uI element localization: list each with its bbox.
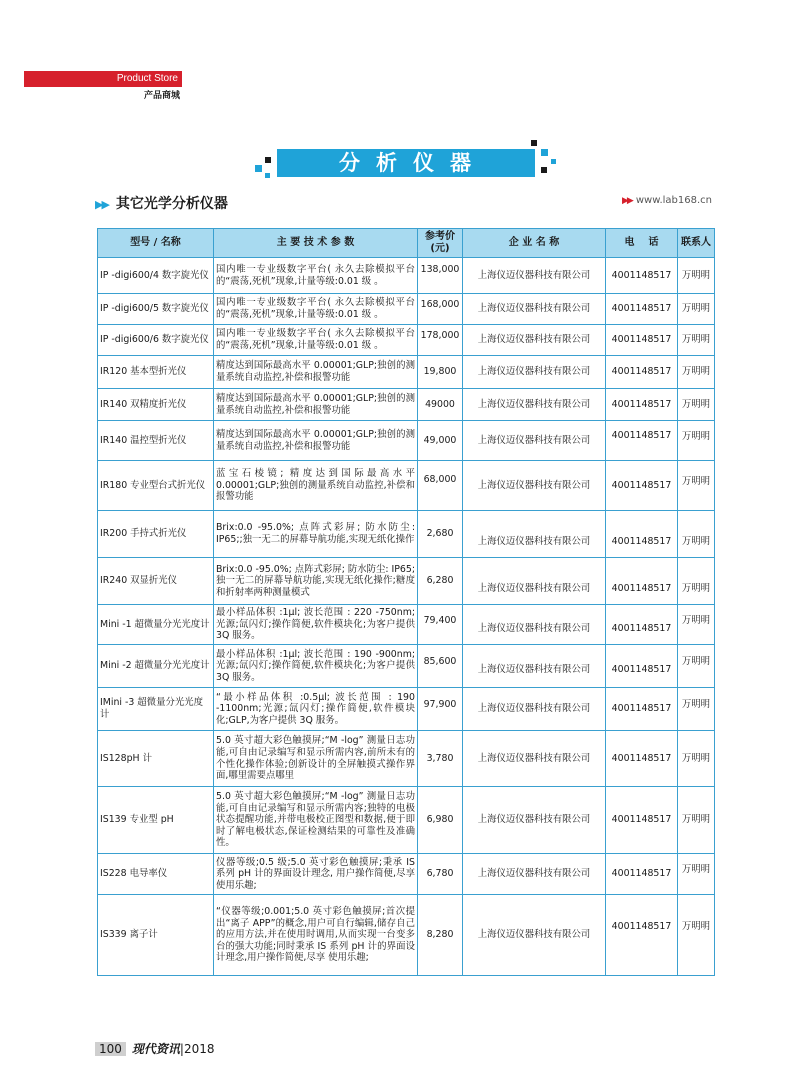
price-value: 79,400 bbox=[423, 614, 457, 626]
product-table bbox=[97, 228, 715, 976]
cell-phone bbox=[606, 645, 678, 688]
table-row bbox=[98, 461, 715, 511]
cell-spec: “最小样品体积 :0.5μl; 波长范围 : 190 -1100nm;光源;氙闪灯;操作简便,软件模块化;GLP,为客户提供 3Q 服务。 bbox=[214, 688, 418, 731]
col-header-spec: 主 要 技 术 参 数 bbox=[214, 229, 418, 258]
cell-model: IR120 基本型折光仪 bbox=[98, 356, 214, 389]
cell-contact: 万明明 bbox=[678, 787, 715, 854]
cell-model: IS228 电导率仪 bbox=[98, 854, 214, 895]
cell-price bbox=[418, 294, 463, 325]
cell-contact bbox=[678, 688, 715, 731]
cell-phone: 4001148517 bbox=[606, 325, 678, 356]
cell-spec: 国内唯一专业级数字平台( 永久去除模拟平台的“震荡,死机”现象,计量等级:0.01 级 。 bbox=[214, 294, 418, 325]
banner-decor-square bbox=[265, 157, 271, 163]
cell-company: 上海仪迈仪器科技有限公司 bbox=[463, 356, 606, 389]
col-header-contact: 联系人 bbox=[678, 229, 715, 258]
cell-price bbox=[418, 605, 463, 645]
cell-phone: 4001148517 bbox=[606, 854, 678, 895]
cell-spec: “仪器等级;0.001;5.0 英寸彩色触摸屏;首次提出“离子 APP”的概念,用户可自行编辑,储存自己的应用方法,并在使用时调用,从而实现一台变多台的强大功能;同时秉承 IS 系列 pH 计的界面设计理念,用户操作简便,尽享 使用乐趣; bbox=[214, 895, 418, 976]
table-row bbox=[98, 605, 715, 645]
contact-value: 万明明 bbox=[681, 583, 711, 595]
cell-phone: 4001148517 bbox=[606, 356, 678, 389]
cell-phone bbox=[606, 895, 678, 976]
table-row bbox=[98, 688, 715, 731]
cell-phone bbox=[606, 605, 678, 645]
cell-spec: 最小样品体积 :1μl; 波长范围 : 190 -900nm;光源;氙闪灯;操作简便,软件模块化;为客户提供 3Q 服务。 bbox=[214, 645, 418, 688]
banner-decor-square bbox=[265, 173, 270, 178]
phone-value: 4001148517 bbox=[611, 430, 672, 442]
price-value: 97,900 bbox=[423, 699, 457, 711]
price-value: 68,000 bbox=[423, 473, 457, 485]
cell-phone: 4001148517 bbox=[606, 294, 678, 325]
table-row bbox=[98, 258, 715, 294]
cell-phone: 4001148517 bbox=[606, 787, 678, 854]
cell-phone bbox=[606, 558, 678, 605]
cell-company: 上海仪迈仪器科技有限公司 bbox=[463, 461, 606, 511]
cell-price: 2,680 bbox=[418, 511, 463, 558]
double-arrow-icon: ▶▶ bbox=[95, 198, 108, 211]
cell-price bbox=[418, 325, 463, 356]
cell-model: IMini -3 超微量分光光度计 bbox=[98, 688, 214, 731]
table-row bbox=[98, 731, 715, 787]
contact-value: 万明明 bbox=[681, 536, 711, 548]
phone-value: 4001148517 bbox=[611, 664, 672, 676]
cell-company: 上海仪迈仪器科技有限公司 bbox=[463, 854, 606, 895]
cell-company: 上海仪迈仪器科技有限公司 bbox=[463, 421, 606, 461]
col-header-model: 型号 / 名称 bbox=[98, 229, 214, 258]
table-row bbox=[98, 325, 715, 356]
cell-contact bbox=[678, 854, 715, 895]
page-number: 100 bbox=[95, 1042, 126, 1056]
cell-phone bbox=[606, 511, 678, 558]
cell-spec: 精度达到国际最高水平 0.00001;GLP;独创的测量系统自动监控,补偿和报警功能 bbox=[214, 421, 418, 461]
cell-price: 19,800 bbox=[418, 356, 463, 389]
cell-price bbox=[418, 645, 463, 688]
cell-contact bbox=[678, 558, 715, 605]
cell-contact: 万明明 bbox=[678, 325, 715, 356]
contact-value: 万明明 bbox=[681, 475, 711, 487]
cell-company bbox=[463, 558, 606, 605]
company-value: 上海仪迈仪器科技有限公司 bbox=[477, 622, 591, 634]
price-value: 138,000 bbox=[420, 263, 460, 275]
company-value: 上海仪迈仪器科技有限公司 bbox=[477, 664, 591, 676]
cell-spec: 国内唯一专业级数字平台( 永久去除模拟平台的“震荡,死机”现象,计量等级:0.01 级 。 bbox=[214, 325, 418, 356]
section-heading bbox=[95, 193, 228, 213]
cell-spec: 精度达到国际最高水平 0.00001;GLP;独创的测量系统自动监控,补偿和报警功能 bbox=[214, 356, 418, 389]
cell-company: 上海仪迈仪器科技有限公司 bbox=[463, 895, 606, 976]
cell-contact bbox=[678, 645, 715, 688]
col-header-phone: 电 话 bbox=[606, 229, 678, 258]
table-row bbox=[98, 895, 715, 976]
cell-phone: 4001148517 bbox=[606, 461, 678, 511]
price-value: 178,000 bbox=[420, 330, 460, 342]
cell-price: 49,000 bbox=[418, 421, 463, 461]
cell-spec: 5.0 英寸超大彩色触摸屏;“M -log” 测量日志功能,可自由记录编写和显示所需内容;独特的电极状态提醒功能,并带电极校正图型和数据,便于即时了解电极状态,保证检测结果的可靠性及准确性。 bbox=[214, 787, 418, 854]
phone-value: 4001148517 bbox=[611, 622, 672, 634]
cell-contact: 万明明 bbox=[678, 294, 715, 325]
product-store-tag: Product Store bbox=[24, 71, 182, 87]
contact-value: 万明明 bbox=[681, 656, 711, 668]
cell-model: IR200 手持式折光仪 bbox=[98, 511, 214, 558]
phone-value: 4001148517 bbox=[611, 921, 672, 933]
cell-spec: 最小样品体积 :1μl; 波长范围 : 220 -750nm;光源;氙闪灯;操作简便,软件模块化;为客户提供 3Q 服务。 bbox=[214, 605, 418, 645]
table-row bbox=[98, 389, 715, 421]
contact-value: 万明明 bbox=[681, 921, 711, 933]
price-value: 85,600 bbox=[423, 656, 457, 668]
cell-company: 上海仪迈仪器科技有限公司 bbox=[463, 688, 606, 731]
cell-contact: 万明明 bbox=[678, 258, 715, 294]
contact-value: 万明明 bbox=[681, 430, 711, 442]
contact-value: 万明明 bbox=[681, 864, 711, 876]
cell-model: IP -digi600/4 数字旋光仪 bbox=[98, 258, 214, 294]
cell-price: 6,980 bbox=[418, 787, 463, 854]
cell-phone: 4001148517 bbox=[606, 389, 678, 421]
phone-value: 4001148517 bbox=[611, 583, 672, 595]
banner-decor-square bbox=[255, 165, 262, 172]
cell-spec: 国内唯一专业级数字平台( 永久去除模拟平台的“震荡,死机”现象,计量等级:0.01 级 。 bbox=[214, 258, 418, 294]
cell-model: IR140 温控型折光仪 bbox=[98, 421, 214, 461]
cell-phone: 4001148517 bbox=[606, 731, 678, 787]
cell-model: IR140 双精度折光仪 bbox=[98, 389, 214, 421]
table-header-row bbox=[98, 229, 715, 258]
cell-company bbox=[463, 645, 606, 688]
cell-price: 8,280 bbox=[418, 895, 463, 976]
cell-model: IP -digi600/6 数字旋光仪 bbox=[98, 325, 214, 356]
cell-company: 上海仪迈仪器科技有限公司 bbox=[463, 731, 606, 787]
cell-price bbox=[418, 688, 463, 731]
company-value: 上海仪迈仪器科技有限公司 bbox=[477, 583, 591, 595]
cell-phone bbox=[606, 421, 678, 461]
cell-model: IP -digi600/5 数字旋光仪 bbox=[98, 294, 214, 325]
table-row bbox=[98, 421, 715, 461]
cell-model: Mini -1 超微量分光光度计 bbox=[98, 605, 214, 645]
category-banner bbox=[255, 139, 560, 185]
footer-divider: | bbox=[179, 1042, 184, 1056]
magazine-name: 现代资讯 bbox=[131, 1042, 180, 1056]
cell-contact: 万明明 bbox=[678, 731, 715, 787]
section-title: 其它光学分析仪器 bbox=[115, 196, 228, 212]
website-label bbox=[622, 195, 712, 206]
company-value: 上海仪迈仪器科技有限公司 bbox=[477, 536, 591, 548]
banner-decor-square bbox=[531, 140, 537, 146]
website-url: www.lab168.cn bbox=[635, 195, 712, 206]
cell-contact bbox=[678, 895, 715, 976]
cell-company: 上海仪迈仪器科技有限公司 bbox=[463, 787, 606, 854]
cell-model: IR240 双显折光仪 bbox=[98, 558, 214, 605]
banner-decor-square bbox=[541, 149, 548, 156]
cell-contact: 万明明 bbox=[678, 356, 715, 389]
contact-value: 万明明 bbox=[681, 614, 711, 626]
footer-year: 2018 bbox=[183, 1042, 215, 1056]
cell-phone: 4001148517 bbox=[606, 688, 678, 731]
table-row bbox=[98, 294, 715, 325]
table-row bbox=[98, 558, 715, 605]
table-row bbox=[98, 511, 715, 558]
cell-contact bbox=[678, 605, 715, 645]
cell-contact bbox=[678, 511, 715, 558]
cell-price: 49000 bbox=[418, 389, 463, 421]
contact-value: 万明明 bbox=[681, 699, 711, 711]
product-store-subtitle: 产品商城 bbox=[143, 91, 180, 101]
cell-price: 3,780 bbox=[418, 731, 463, 787]
table-row bbox=[98, 356, 715, 389]
col-header-price: 参考价 (元) bbox=[418, 229, 463, 258]
cell-spec: Brix:0.0 -95.0%; 点阵式彩屏; 防水防尘: IP65;;独一无二的屏幕导航功能,实现无纸化操作 bbox=[214, 511, 418, 558]
cell-model: IS139 专业型 pH bbox=[98, 787, 214, 854]
cell-model: IR180 专业型台式折光仪 bbox=[98, 461, 214, 511]
cell-contact bbox=[678, 461, 715, 511]
cell-spec: 仪器等级;0.5 级;5.0 英寸彩色触摸屏;秉承 IS 系列 pH 计的界面设计理念, 用户操作简便,尽享使用乐趣; bbox=[214, 854, 418, 895]
cell-model: Mini -2 超微量分光光度计 bbox=[98, 645, 214, 688]
col-header-company: 企 业 名 称 bbox=[463, 229, 606, 258]
cell-contact bbox=[678, 421, 715, 461]
price-value: 168,000 bbox=[420, 299, 460, 311]
cell-phone: 4001148517 bbox=[606, 258, 678, 294]
banner-decor-square bbox=[551, 159, 556, 164]
table-row bbox=[98, 854, 715, 895]
page-footer bbox=[95, 1040, 215, 1057]
table-row bbox=[98, 645, 715, 688]
cell-spec: 5.0 英寸超大彩色触摸屏;“M -log” 测量日志功能,可自由记录编写和显示所需内容,前所未有的个性化操作体验;创新设计的全屏触摸式操作界面,哪里需要点哪里 bbox=[214, 731, 418, 787]
cell-model: IS339 离子计 bbox=[98, 895, 214, 976]
cell-contact: 万明明 bbox=[678, 389, 715, 421]
table-row bbox=[98, 787, 715, 854]
cell-spec: 蓝宝石棱镜; 精度达到国际最高水平 0.00001;GLP;独创的测量系统自动监控,补偿和报警功能 bbox=[214, 461, 418, 511]
banner-title: 分析仪器 bbox=[277, 149, 535, 177]
banner-decor-square bbox=[541, 167, 547, 173]
cell-price: 6,780 bbox=[418, 854, 463, 895]
cell-price bbox=[418, 461, 463, 511]
cell-price bbox=[418, 258, 463, 294]
cell-company bbox=[463, 511, 606, 558]
cell-spec: 精度达到国际最高水平 0.00001;GLP;独创的测量系统自动监控,补偿和报警功能 bbox=[214, 389, 418, 421]
cell-company: 上海仪迈仪器科技有限公司 bbox=[463, 258, 606, 294]
cell-company: 上海仪迈仪器科技有限公司 bbox=[463, 325, 606, 356]
cell-spec: Brix:0.0 -95.0%; 点阵式彩屏; 防水防尘: IP65;独一无二的屏幕导航功能,实现无纸化操作;糖度和折射率两种测量模式 bbox=[214, 558, 418, 605]
cell-company bbox=[463, 605, 606, 645]
double-arrow-icon: ▶▶ bbox=[622, 196, 632, 206]
cell-price: 6,280 bbox=[418, 558, 463, 605]
phone-value: 4001148517 bbox=[611, 536, 672, 548]
cell-model: IS128pH 计 bbox=[98, 731, 214, 787]
cell-company: 上海仪迈仪器科技有限公司 bbox=[463, 389, 606, 421]
cell-company: 上海仪迈仪器科技有限公司 bbox=[463, 294, 606, 325]
